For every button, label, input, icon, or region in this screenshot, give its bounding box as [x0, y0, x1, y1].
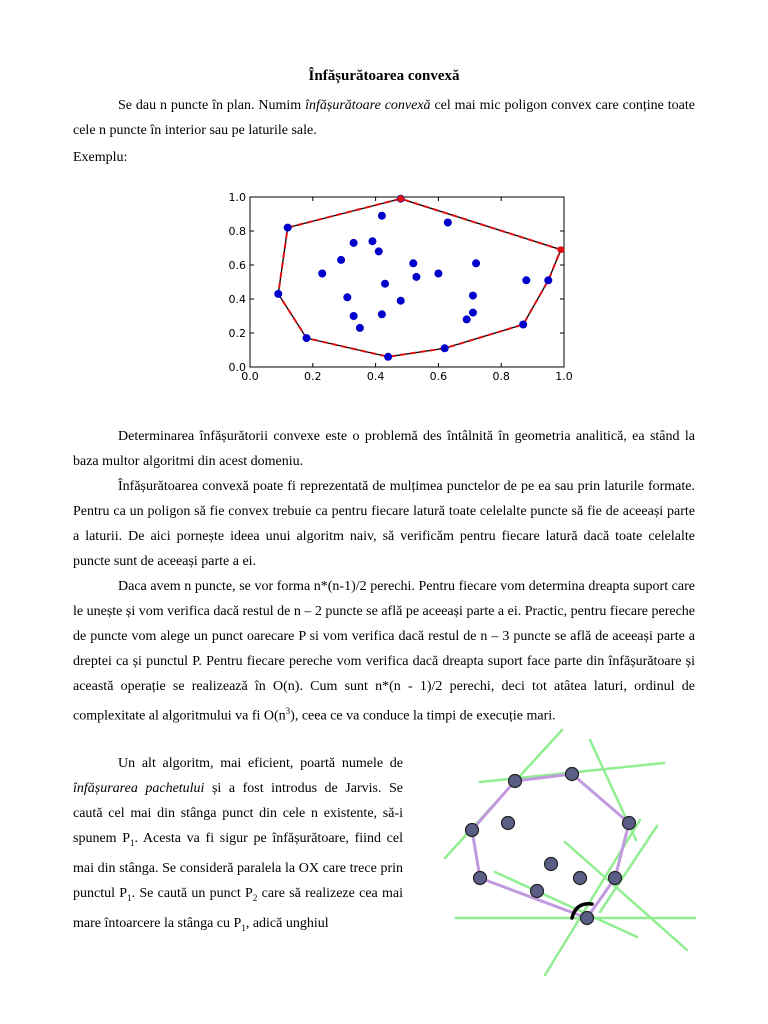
data-point	[472, 259, 480, 267]
x-tick-label: 0.2	[304, 370, 322, 383]
data-point	[350, 239, 358, 247]
intro-paragraph: Se dau n puncte în plan. Numim înfășurătoare convexă cel mai mic poligon convex care conține toate cele n puncte în interior sau pe laturile sale.	[73, 98, 695, 138]
y-tick-label: 1.0	[228, 191, 246, 204]
interior-point	[574, 872, 587, 885]
x-tick-label: 0.0	[241, 370, 259, 383]
data-point	[356, 324, 364, 332]
data-point	[397, 297, 405, 305]
hull-point	[474, 872, 487, 885]
example-label: Exemplu:	[73, 150, 128, 165]
data-point	[384, 353, 392, 361]
gift-wrapping-diagram	[440, 725, 700, 985]
support-line-5	[565, 842, 687, 950]
paragraph-algoritm-naiv: Daca avem n puncte, se vor forma n*(n-1)/2 perechi. Pentru fiecare vom determina dreapta suport care le unește și vom verifica dacă restul de n – 2 puncte se află pe aceeași parte a ei. Practic, pentru fiecare pereche de puncte vom alege un punct oarecare P si vom verifica dacă restul de n – 3 puncte se află de aceeași parte a dreptei ca și punctul P. Pentru fiecare pereche vom verifica dacă dreapta suport face parte din înfășurătoare și această operație se realizează în O(n). Cum sunt n*(n - 1)/2 perechi, deci tot atâtea laturi, ordinul de complexitate al algoritmului va fi $O(n^3)$, ceea ce va conduce la timpi de execuție mari.	[73, 579, 695, 724]
interior-point	[545, 858, 558, 871]
data-point	[434, 270, 442, 278]
support-line-7	[545, 820, 640, 975]
y-tick-label: 0.6	[228, 259, 246, 272]
hull-point	[509, 775, 522, 788]
x-tick-label: 0.8	[492, 370, 510, 383]
hull-point	[623, 817, 636, 830]
data-point	[381, 280, 389, 288]
paragraph-jarvis: Un alt algoritm, mai eficient, poartă numele de înfășurarea pachetului și a fost introdus de Jarvis. Se caută cel mai din stânga punct din cele n existente, să-i spunem $P_1$. Acesta va fi sigur pe înfășurătoare, fiind cel mai din stânga. Se consideră paralela la OX care trece prin punctul $P_1$. Se caută un punct $P_2$ care să realizeze cea mai mare întoarcere la stânga cu $P_1$, adică unghiul	[73, 756, 404, 933]
data-point	[378, 310, 386, 318]
data-point	[412, 273, 420, 281]
interior-point	[531, 885, 544, 898]
y-tick-label: 0.2	[228, 327, 246, 340]
data-point	[343, 293, 351, 301]
data-point	[469, 292, 477, 300]
data-point	[463, 315, 471, 323]
diagram-points	[466, 768, 636, 925]
data-point	[522, 276, 530, 284]
hull-point	[566, 768, 579, 781]
data-point	[519, 321, 527, 329]
data-point	[441, 344, 449, 352]
data-point	[409, 259, 417, 267]
data-point	[444, 219, 452, 227]
hull-marker	[557, 246, 564, 253]
data-point	[469, 309, 477, 317]
data-point	[274, 290, 282, 298]
plot-frame	[250, 197, 564, 367]
y-tick-label: 0.8	[228, 225, 246, 238]
data-point	[375, 247, 383, 255]
data-point	[350, 312, 358, 320]
data-point	[337, 256, 345, 264]
hull-point	[466, 824, 479, 837]
x-tick-label: 1.0	[555, 370, 573, 383]
convex-hull-chart	[218, 185, 578, 385]
data-point	[303, 334, 311, 342]
interior-point	[502, 817, 515, 830]
data-point	[544, 276, 552, 284]
support-lines	[445, 730, 695, 975]
data-point	[378, 212, 386, 220]
y-tick-label: 0.4	[228, 293, 246, 306]
x-tick-label: 0.4	[366, 370, 385, 383]
x-tick-label: 0.6	[429, 370, 448, 383]
hull-point	[609, 872, 622, 885]
hull-marker	[397, 195, 404, 202]
data-point	[318, 270, 326, 278]
y-tick-label: 0.0	[228, 361, 246, 374]
paragraph-determinare: Determinarea înfășurătorii convexe este o problemă des întâlnită în geometria analitică, ea stând la baza multor algoritmi din acest domeniu.	[73, 429, 695, 469]
data-point	[368, 237, 376, 245]
hull-point	[581, 912, 594, 925]
paragraph-reprezentare: Înfășurătoarea convexă poate fi reprezentată de mulțimea punctelor de pe ea sau prin laturile formate. Pentru ca un poligon să fie convex trebuie ca pentru fiecare latură toate celelalte puncte să fie de aceeași parte a laturii. De aici pornește ideea unui algoritm naiv, să verificăm pentru fiecare latură dacă toate celelalte puncte sunt de aceeași parte a ei.	[73, 479, 695, 569]
page-title: Înfășurătoarea convexă	[308, 68, 460, 84]
data-point	[284, 224, 292, 232]
